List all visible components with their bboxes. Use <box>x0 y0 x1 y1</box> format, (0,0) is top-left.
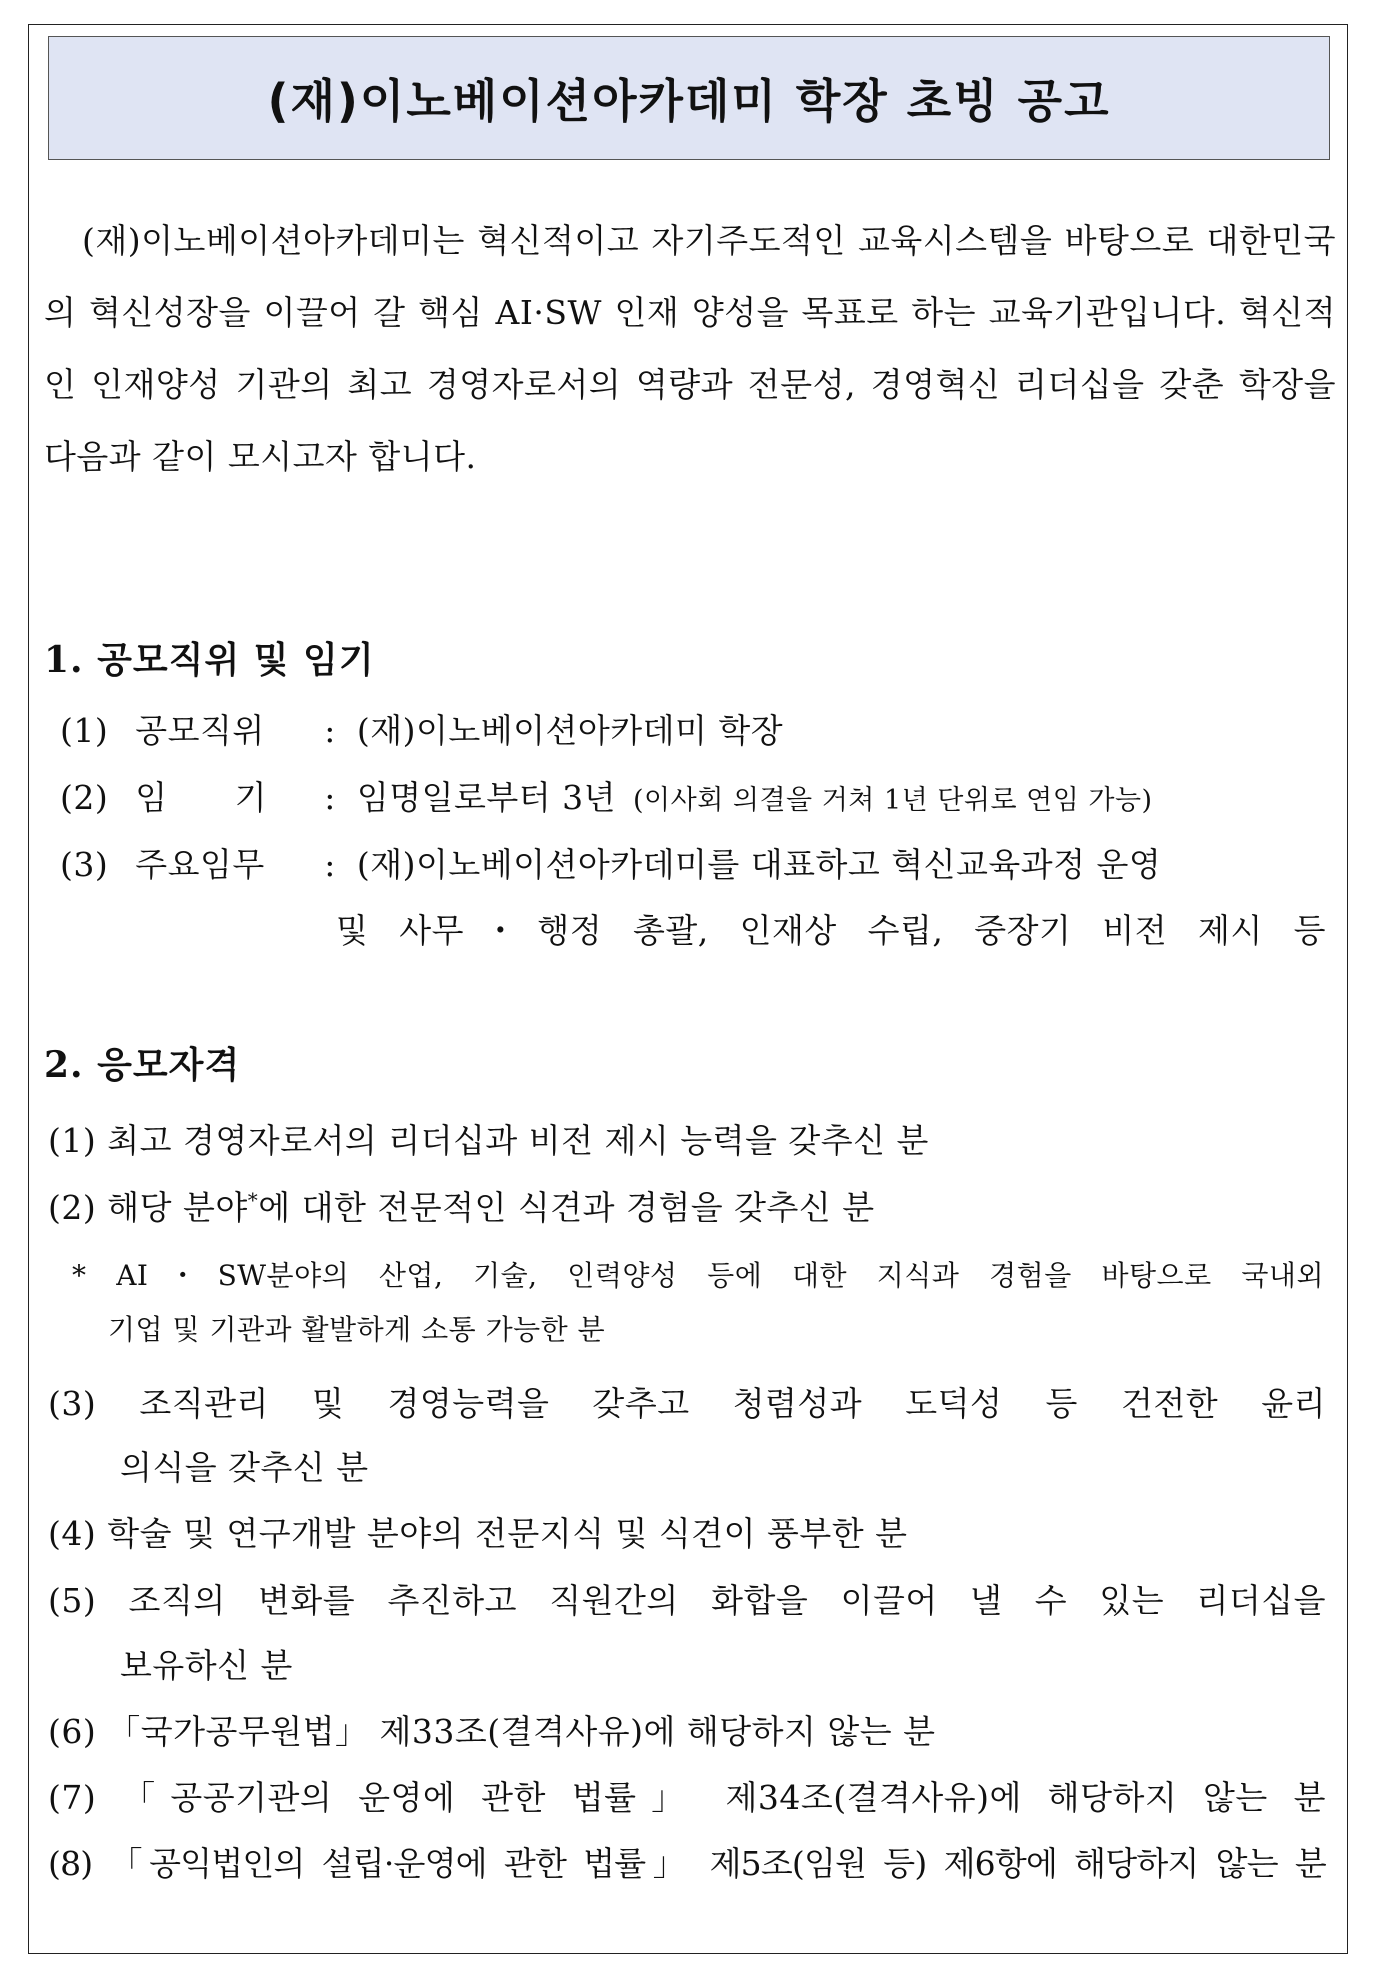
item-text: (재)이노베이션아카데미를 대표하고 혁신교육과정 운영 <box>356 845 1162 884</box>
section1-heading: 1. 공모직위 및 임기 <box>44 639 375 681</box>
section2-item-5-line-2: 보유하신 분 <box>120 1646 293 1685</box>
section2-item-7: (7) 「공공기관의 운영에 관한 법률」 제34조(결격사유)에 해당하지 않는 분 <box>48 1778 1326 1817</box>
section2-item-3-line-2: 의식을 갖추신 분 <box>120 1448 369 1487</box>
footnote-line-1: * AI・SW분야의 산업, 기술, 인력양성 등에 대한 지식과 경험을 바탕으로 국내외 <box>72 1259 1324 1292</box>
item-number: (2) <box>60 778 109 817</box>
item-text: 에 대한 전문적인 식견과 경험을 갖추신 분 <box>258 1188 875 1227</box>
page-title: (재)이노베이션아카데미 학장 초빙 공고 <box>267 74 1111 128</box>
item-colon: : <box>324 778 336 817</box>
item-text: (2) 해당 분야 <box>48 1188 248 1227</box>
section2-item-1: (1) 최고 경영자로서의 리더십과 비전 제시 능력을 갖추신 분 <box>48 1121 929 1160</box>
item-label: 주요임무 <box>135 845 265 884</box>
section1-item-duties <box>60 839 1161 886</box>
item-colon: : <box>324 711 336 750</box>
footnote-marker: * <box>247 1188 259 1212</box>
item-text: (재)이노베이션아카데미 학장 <box>356 711 784 750</box>
section1-item-position <box>60 705 783 752</box>
section1-item-duties-continued: 및 사무・행정 총괄, 인재상 수립, 중장기 비전 제시 등 <box>336 911 1326 950</box>
item-colon: : <box>324 845 336 884</box>
footnote-line-2: 기업 및 기관과 활발하게 소통 가능한 분 <box>108 1313 606 1346</box>
section2-item-6: (6) 「국가공무원법」 제33조(결격사유)에 해당하지 않는 분 <box>48 1712 936 1751</box>
section1-item-term <box>60 772 1153 819</box>
section2-item-2 <box>48 1182 875 1229</box>
section2-item-4: (4) 학술 및 연구개발 분야의 전문지식 및 식견이 풍부한 분 <box>48 1514 908 1553</box>
intro-paragraph: (재)이노베이션아카데미는 혁신적이고 자기주도적인 교육시스템을 바탕으로 대한민국의 혁신성장을 이끌어 갈 핵심 AI·SW 인재 양성을 목표로 하는 교육기관입니다. 혁신적인 인재양성 기관의 최고 경영자로서의 역량과 전문성, 경영혁신 리더십을 갖춘 학장을 다음과 같이 모시고자 합니다. <box>44 221 1336 476</box>
section2-item-3-line-1: (3) 조직관리 및 경영능력을 갖추고 청렴성과 도덕성 등 건전한 윤리 <box>48 1384 1326 1423</box>
item-number: (1) <box>60 711 109 750</box>
section2-item-5-line-1: (5) 조직의 변화를 추진하고 직원간의 화합을 이끌어 낼 수 있는 리더십을 <box>48 1581 1326 1620</box>
item-number: (3) <box>60 845 109 884</box>
item-note: (이사회 의결을 거쳐 1년 단위로 연임 가능) <box>633 785 1153 816</box>
item-label: 임 기 <box>135 778 268 817</box>
section2-item-8: (8) 「공익법인의 설립·운영에 관한 법률」 제5조(임원 등) 제6항에 해당하지 않는 분 <box>48 1844 1326 1883</box>
section2-heading: 2. 응모자격 <box>44 1044 241 1086</box>
item-text: 임명일로부터 3년 <box>356 778 617 817</box>
item-label: 공모직위 <box>135 711 265 750</box>
title-box <box>48 36 1330 160</box>
